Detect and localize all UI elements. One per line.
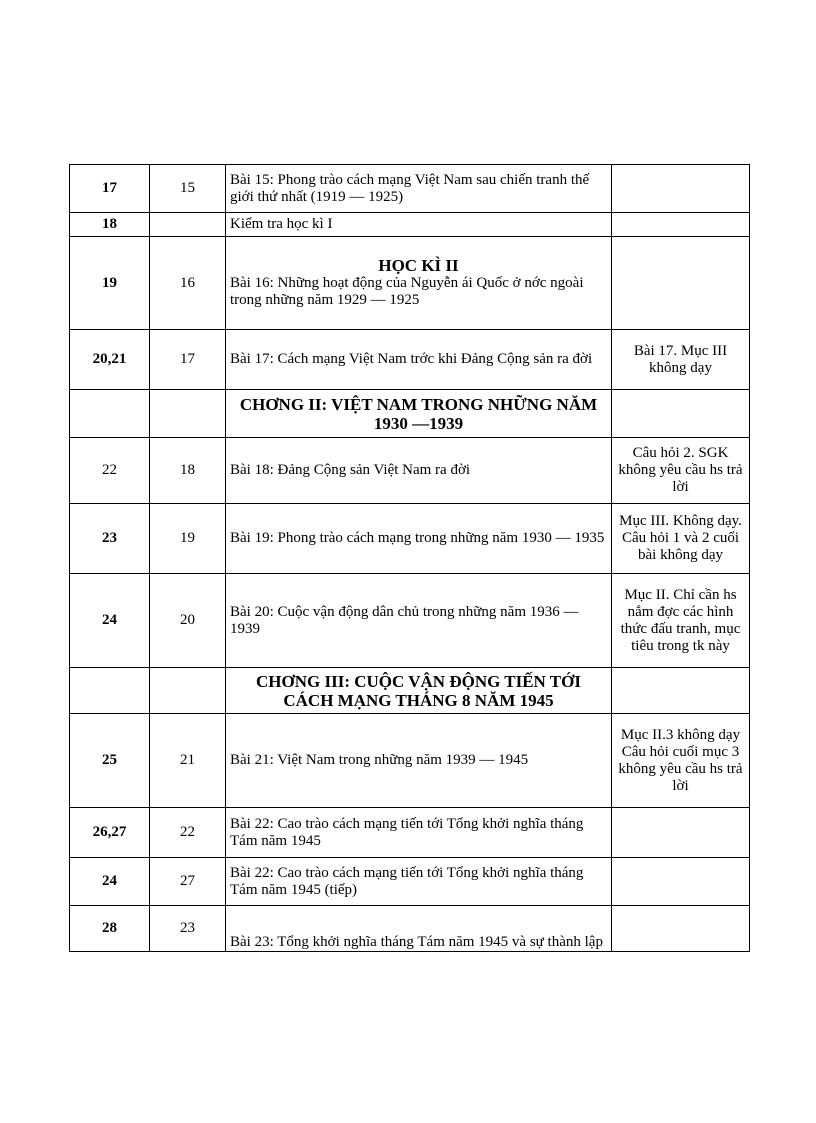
week-cell [150,668,226,714]
week-cell: 15 [150,165,226,213]
note-cell: Câu hỏi 2. SGK không yêu cầu hs trả lời [612,438,750,504]
chapter-cell [226,668,612,714]
table-row [70,213,750,237]
week-cell: 21 [150,714,226,808]
table-row [70,330,750,390]
note-cell [612,858,750,906]
lesson-cell: Bài 17: Cách mạng Việt Nam trớc khi Đảng Cộng sản ra đời [226,330,612,390]
note-cell [612,906,750,952]
table-row [70,165,750,213]
chapter-cell [226,390,612,438]
week-cell: 20 [150,574,226,668]
week-cell: 17 [150,330,226,390]
period-cell: 26,27 [70,808,150,858]
lesson-cell: Bài 20: Cuộc vận động dân chủ trong những năm 1936 — 1939 [226,574,612,668]
note-cell [612,213,750,237]
note-cell [612,668,750,714]
table-row [70,714,750,808]
period-cell: 28 [70,906,150,952]
table-row [70,237,750,330]
table-row [70,858,750,906]
chapter-heading: CHƠNG II: VIỆT NAM TRONG NHỮNG NĂM 1930 —1939 [239,394,598,433]
lesson-title: Bài 16: Những hoạt động của Nguyễn ái Quốc ở nớc ngoài trong những năm 1929 — 1925 [230,275,584,308]
week-cell: 18 [150,438,226,504]
lesson-cell: Bài 18: Đảng Cộng sản Việt Nam ra đời [226,438,612,504]
table-row [70,808,750,858]
period-cell: 19 [70,237,150,330]
chapter-row [70,390,750,438]
lesson-cell: Bài 22: Cao trào cách mạng tiến tới Tổng khởi nghĩa tháng Tám năm 1945 [226,808,612,858]
period-cell: 20,21 [70,330,150,390]
week-cell: 19 [150,504,226,574]
lesson-cell: Kiểm tra học kì I [226,213,612,237]
period-cell: 17 [70,165,150,213]
note-cell [612,808,750,858]
period-cell: 25 [70,714,150,808]
week-cell: 27 [150,858,226,906]
table-row [70,574,750,668]
week-cell: 22 [150,808,226,858]
chapter-row [70,668,750,714]
week-cell: 23 [150,906,226,952]
lesson-cell: Bài 15: Phong trào cách mạng Việt Nam sau chiến tranh thế giới thứ nhất (1919 — 1925) [226,165,612,213]
week-cell: 16 [150,237,226,330]
note-cell [612,390,750,438]
period-cell: 23 [70,504,150,574]
note-cell [612,237,750,330]
note-cell: Mục II. Chỉ cần hs nắm đợc các hình thức đấu tranh, mục tiêu trong tk này [612,574,750,668]
period-cell: 24 [70,858,150,906]
lesson-cell: Bài 19: Phong trào cách mạng trong những năm 1930 — 1935 [226,504,612,574]
period-cell [70,390,150,438]
note-cell: Bài 17. Mục III không dạy [612,330,750,390]
note-cell: Mục III. Không dạy. Câu hỏi 1 và 2 cuối bài không dạy [612,504,750,574]
table-row [70,504,750,574]
lesson-plan-table [69,164,750,952]
table-row [70,906,750,952]
week-cell [150,390,226,438]
period-cell: 18 [70,213,150,237]
lesson-cell [226,237,612,330]
period-cell: 22 [70,438,150,504]
week-cell [150,213,226,237]
period-cell [70,668,150,714]
term-heading: HỌC KÌ II [378,256,459,275]
lesson-cell: Bài 23: Tổng khởi nghĩa tháng Tám năm 1945 và sự thành lập [226,906,612,952]
chapter-heading: CHƠNG III: CUỘC VẬN ĐỘNG TIẾN TỚI CÁCH MẠNG THÁNG 8 NĂM 1945 [256,671,581,710]
note-cell: Mục II.3 không dạy Câu hỏi cuối mục 3 không yêu cầu hs trả lời [612,714,750,808]
lesson-cell: Bài 21: Việt Nam trong những năm 1939 — 1945 [226,714,612,808]
period-cell: 24 [70,574,150,668]
table-row [70,438,750,504]
lesson-cell: Bài 22: Cao trào cách mạng tiến tới Tổng khởi nghĩa tháng Tám năm 1945 (tiếp) [226,858,612,906]
note-cell [612,165,750,213]
